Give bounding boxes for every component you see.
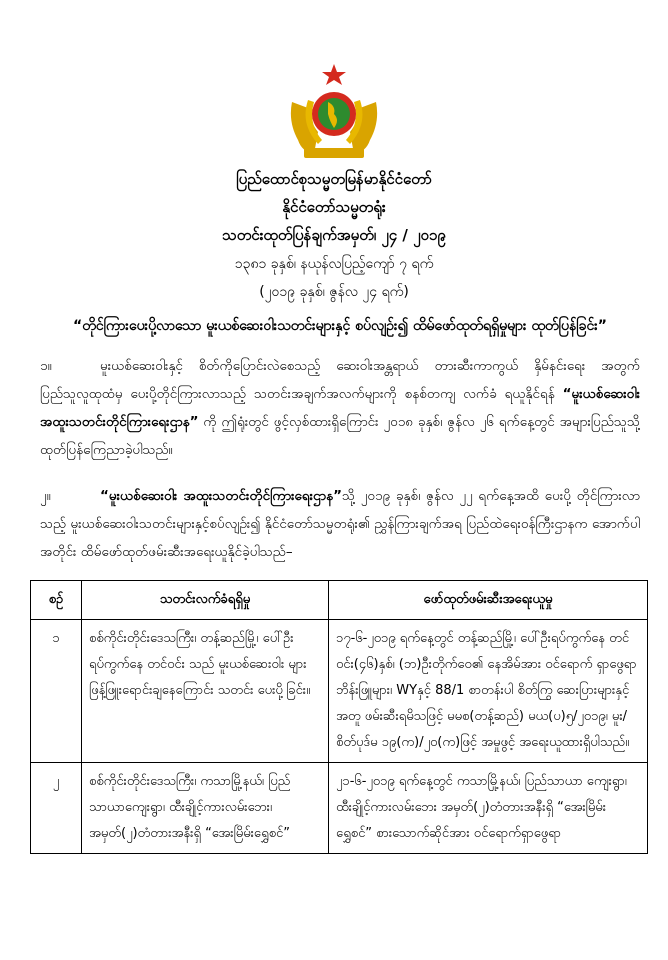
row-received: စစ်ကိုင်းတိုင်းဒေသကြီး၊ တန့်ဆည်မြို့၊ ပေါ်ဦး ရပ်ကွက်နေ တင်ဝင်း သည် မူးယစ်ဆေးဝါး များ ဖြန့်ဖြူးရောင်းချနေကြောင်း သတင်း ပေးပို့ခြင်း။: [82, 620, 329, 763]
results-table: [30, 580, 648, 854]
table-row: [31, 763, 648, 854]
table-header-row: [31, 581, 648, 620]
date-myanmar: ၁၃၈၁ ခုနှစ်၊ နယုန်လပြည့်ကျော် ၇ ရက်: [234, 256, 434, 272]
row-action: ၂၁-၆-၂၀၁၉ ရက်နေ့တွင် ကသာမြို့နယ်၊ ပြည်သာယာ ကျေးရွာ၊ ထီးချိုင့်ကားလမ်းဘေး အမှတ်(၂)တံတားအနီးရှိ “အေးမြိမ်းရွှေစင်” စားသောက်ဆိုင်အား ဝင်ရောက်ရှာဖွေရာ: [329, 763, 648, 854]
row-action: ၁၇-၆-၂၀၁၉ ရက်နေ့တွင် တန့်ဆည်မြို့၊ ပေါ်ဦးရပ်ကွက်နေ တင်ဝင်း(၄၆)နှစ်၊ (ဘ)ဦးတိုက်ဝေ၏ နေအိမ်အား ဝင်ရောက် ရှာဖွေရာ ဘိန်းဖြူများ၊ WYနှင့် 88/1 စာတန်းပါ စိတ်ကြွ ဆေးပြားများနှင့်အတူ ဖမ်းဆီးရမိသဖြင့် မမစ(တန့်ဆည်) မယ(ပ)၅/၂၀၁၉၊ မူး/စိတ်ပုဒ်မ ၁၉(က)/၂၀(က)ဖြင့် အမှုဖွင့် အရေးယူထားရှိပါသည်။: [329, 620, 648, 763]
document-title: “တိုင်ကြားပေးပို့လာသော မူးယစ်ဆေးဝါးသတင်းများနှင့် စပ်လျဉ်း၍ ထိမ်ဖော်ထုတ်ရရှိမှုများ ထုတ်ပြန်ခြင်း”: [73, 318, 607, 334]
paragraph-2: ၂။ “မူးယစ်ဆေးဝါး အထူးသတင်းတိုင်ကြားရေးဌာန”သို့ ၂၀၁၉ ခုနှစ်၊ ဇွန်လ ၂၂ ရက်နေ့အထိ ပေးပို့ တိုင်ကြားလာသည့် မူးယစ်ဆေးဝါးသတင်းများနှင့်စပ်လျဉ်း၍ နိုင်ငံတော်သမ္မတရုံး၏ ညွှန်ကြားချက်အရ ပြည်ထဲရေးဝန်ကြီးဌာနက အောက်ပါအတိုင်း ထိမ်ဖော်ထုတ်ဖမ်းဆီးအရေးယူနိုင်ခဲ့ပါသည်–: [40, 482, 640, 566]
paragraph-1: ၁။ မူးယစ်ဆေးဝါးနှင့် စိတ်ကိုပြောင်းလဲစေသည့် ဆေးဝါးအန္တရာယ် တားဆီးကာကွယ် နှိမ်နင်းရေး အတွက် ပြည်သူလူထုထံမှ ပေးပို့တိုင်ကြားလာသည့် သတင်းအချက်အလက်များကို စနစ်တကျ လက်ခံ ရယူနိုင်ရန် “မူးယစ်ဆေးဝါး အထူးသတင်းတိုင်ကြားရေးဌာန” ကို ဤရုံးတွင် ဖွင့်လှစ်ထားရှိကြောင်း ၂၀၁၈ ခုနှစ်၊ ဇွန်လ ၂၆ ရက်နေ့တွင် အများပြည်သူသို့ ထုတ်ပြန်ကြေညာခဲ့ပါသည်။: [40, 352, 640, 464]
header-serial: စဉ်: [31, 581, 82, 620]
row-received: စစ်ကိုင်းတိုင်းဒေသကြီး၊ ကသာမြို့နယ်၊ ပြည်သာယာကျေးရွာ၊ ထီးချိုင့်ကားလမ်းဘေး၊ အမှတ်(၂)တံတားအနီးရှိ “အေးမြိမ်းရွှေစင်”: [82, 763, 329, 854]
state-emblem-icon: [284, 62, 384, 162]
paragraph-number: ၂။: [40, 488, 51, 504]
government-name: ပြည်ထောင်စုသမ္မတမြန်မာနိုင်ငံတော်: [236, 170, 432, 188]
date-gregorian: (၂၀၁၉ ခုနှစ်၊ ဇွန်လ ၂၄ ရက်): [259, 284, 409, 300]
header-received: သတင်းလက်ခံရရှိမှု: [82, 581, 329, 620]
table-row: [31, 620, 648, 763]
row-serial: ၁: [31, 620, 82, 763]
paragraph-number: ၁။: [40, 358, 52, 374]
row-serial: ၂: [31, 763, 82, 854]
header-action: ဖော်ထုတ်ဖမ်းဆီးအရေးယူမှု: [329, 581, 648, 620]
press-release-number: သတင်းထုတ်ပြန်ချက်အမှတ်၊ ၂၄ / ၂၀၁၉: [222, 226, 446, 244]
office-name: နိုင်ငံတော်သမ္မတရုံး: [282, 198, 386, 216]
